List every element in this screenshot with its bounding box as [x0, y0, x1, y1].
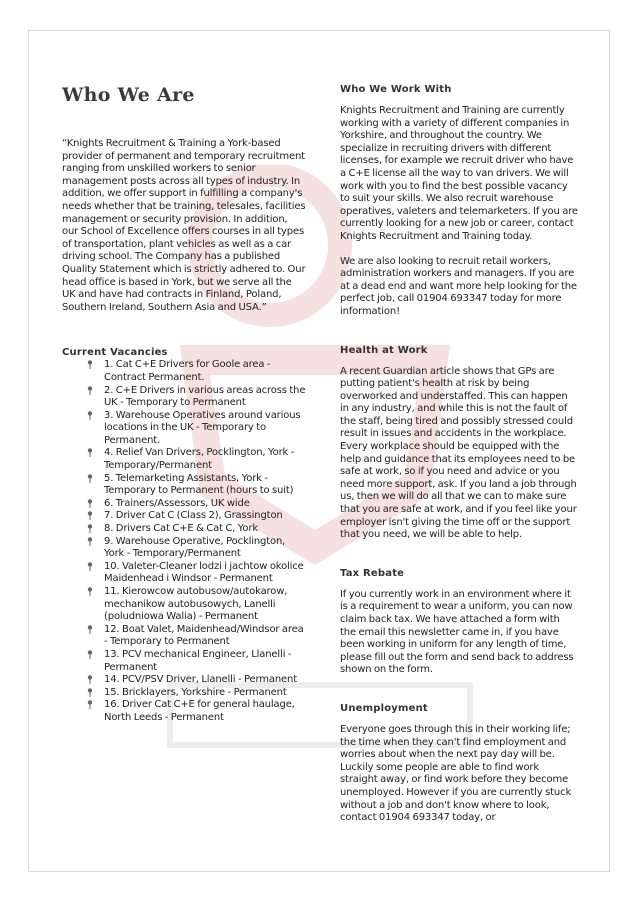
- unemployment-heading: Unemployment: [340, 702, 428, 714]
- pin-bullet-icon: [87, 524, 93, 533]
- vacancy-text: 15. Bricklayers, Yorkshire - Permanent: [104, 686, 287, 698]
- left-column: [62, 84, 306, 725]
- right-column: [340, 84, 578, 825]
- list-item: [90, 687, 306, 700]
- vacancy-text: 5. Telemarketing Assistants, York - Temporary to Permanent (hours to suit): [104, 472, 294, 497]
- pin-bullet-icon: [87, 474, 93, 483]
- list-item: [90, 586, 306, 624]
- who-we-are-title: Who We Are: [62, 84, 195, 106]
- list-item: [90, 510, 306, 523]
- list-item: [90, 561, 306, 586]
- vacancy-text: 4. Relief Van Drivers, Pocklington, York - Temporary/Permanent: [104, 447, 295, 472]
- pin-bullet-icon: [87, 688, 93, 697]
- vacancy-text: 11. Kierowcow autobusow/autokarow, mechanikow autobusowych, Lanelli (poludniowa Walia) - Permanent: [104, 586, 288, 623]
- pin-bullet-icon: [87, 700, 93, 709]
- vacancy-text: 7. Driver Cat C (Class 2), Grassington: [104, 510, 283, 522]
- unemployment-text: Everyone goes through this in their working life; the time when they can't find employment and worries about when the next pay day will be. Luckily some people are able to find work straight away, or find work before they become unemployed. However if you are currently stuck without a job and don't know where to look, contact 01904 693347 today, or: [340, 723, 572, 824]
- vacancy-text: 2. C+E Drivers in various areas across the UK - Temporary to Permanent: [104, 384, 306, 409]
- list-item: [90, 447, 306, 472]
- list-item: [90, 536, 306, 561]
- who-we-work-with-text-2: We are also looking to recruit retail workers, administration workers and managers. If you are at a dead end and want more help looking for the perfect job, call 01904 693347 today for more information!: [340, 255, 577, 317]
- pin-bullet-icon: [87, 386, 93, 395]
- vacancy-text: 8. Drivers Cat C+E & Cat C, York: [104, 523, 258, 535]
- health-at-work-heading: Health at Work: [340, 344, 428, 356]
- list-item: [90, 473, 306, 498]
- tax-rebate-heading: Tax Rebate: [340, 567, 405, 579]
- pin-bullet-icon: [87, 511, 93, 520]
- vacancy-text: 6. Trainers/Assessors, UK wide: [104, 497, 250, 509]
- pin-bullet-icon: [87, 625, 93, 634]
- pin-bullet-icon: [87, 562, 93, 571]
- pin-bullet-icon: [87, 411, 93, 420]
- pin-bullet-icon: [87, 537, 93, 546]
- who-we-work-with-text-1: Knights Recruitment and Training are currently working with a variety of different companies in Yorkshire, and throughout the country. We specialize in recruiting drivers with different licenses, for example we recruit driver who have a C+E license all the way to van drivers. We will work with you to find the best possible vacancy to suit your skills. We also recruit warehouse operatives, valeters and telemarketers. If you are currently looking for a new job or career, contact Knights Recruitment and Training today.: [340, 105, 578, 242]
- pin-bullet-icon: [87, 499, 93, 508]
- tax-rebate-text: If you currently work in an environment where it is a requirement to wear a uniform, you can now claim back tax. We have attached a form with the email this newsletter came in, if you have been working in uniform for any length of time, please fill out the form and send back to address shown on the form.: [340, 588, 574, 676]
- vacancy-text: 3. Warehouse Operatives around various locations in the UK - Temporary to Permanent.: [104, 409, 301, 446]
- list-item: [90, 674, 306, 687]
- current-vacancies-heading: Current Vacancies: [62, 347, 168, 359]
- list-item: [90, 649, 306, 674]
- list-item: [90, 385, 306, 410]
- pin-bullet-icon: [87, 360, 93, 369]
- pin-bullet-icon: [87, 448, 93, 457]
- vacancy-text: 16. Driver Cat C+E for general haulage, North Leeds - Permanent: [104, 699, 295, 723]
- pin-bullet-icon: [87, 650, 93, 659]
- pin-bullet-icon: [87, 587, 93, 596]
- list-item: [90, 624, 306, 649]
- vacancy-text: 1. Cat C+E Drivers for Goole area - Contract Permanent.: [104, 359, 271, 383]
- list-item: [90, 699, 306, 724]
- pin-bullet-icon: [87, 675, 93, 684]
- vacancy-text: 9. Warehouse Operative, Pocklington, York - Temporary/Permanent: [104, 535, 286, 560]
- vacancy-text: 14. PCV/PSV Driver, Llanelli - Permanent: [104, 674, 297, 686]
- list-item: [90, 410, 306, 448]
- health-at-work-text: A recent Guardian article shows that GPs are putting patient's health at risk by being overworked and understaffed. This can happen in any industry, and while this is not the fault of the staff, being tired and possibly stressed could result in issues and accidents in the workplace. Every workplace should be equipped with the help and guidance that its employees need to be safe at work, so if you need and advice or you need more support, ask. If you land a job through us, then we will do all that we can to make sure that you are safe at work, and if you feel like your employer isn't giving the time off or the support that you need, we will be able to help.: [340, 365, 577, 541]
- vacancies-list: [62, 359, 306, 724]
- vacancy-text: 13. PCV mechanical Engineer, Llanelli - Permanent: [104, 648, 292, 673]
- who-we-work-with-heading: Who We Work With: [340, 84, 452, 95]
- list-item: [90, 523, 306, 536]
- who-we-are-text: “Knights Recruitment & Training a York-based provider of permanent and temporary recruitment ranging from unskilled workers to senior management posts across all types of industry. In addition, we offer support in fulfilling a company's needs whether that be training, telesales, facilities management or security provision. In addition, our School of Excellence offers courses in all types of transportation, plant vehicles as well as a car driving school. The Company has a published Quality Statement which is strictly adhered to. Our head office is based in York, but we serve all the UK and have had contracts in Finland, Poland, Southern Ireland, Southern Asia and USA.”: [62, 138, 306, 313]
- vacancy-text: 12. Boat Valet, Maidenhead/Windsor area - Temporary to Permanent: [104, 623, 304, 648]
- list-item: [90, 359, 306, 384]
- list-item: [90, 498, 306, 511]
- vacancy-text: 10. Valeter-Cleaner lodzi i jachtow okolice Maidenhead i Windsor - Permanent: [104, 560, 304, 585]
